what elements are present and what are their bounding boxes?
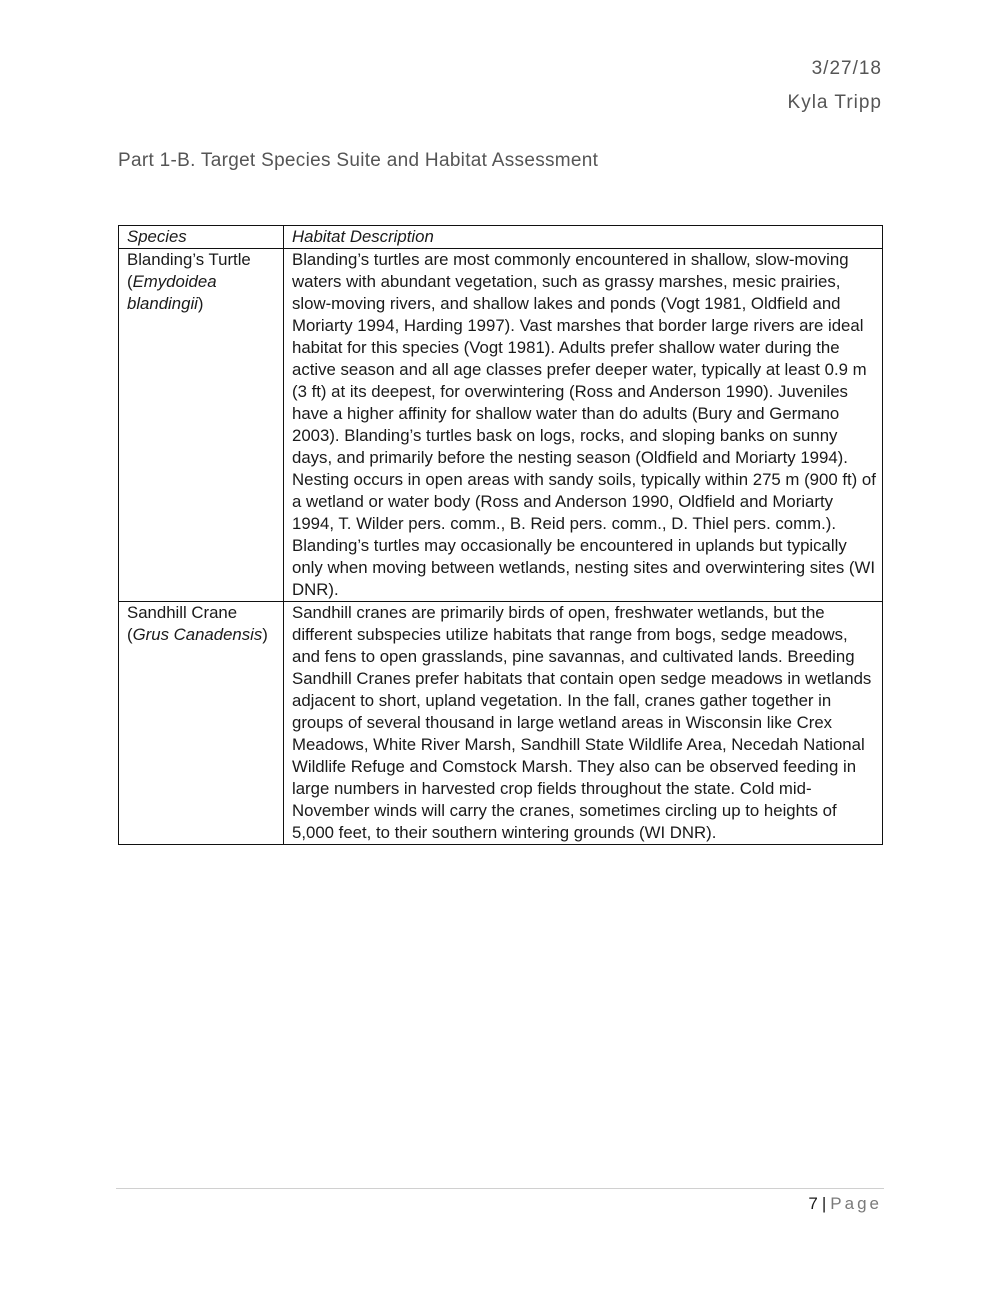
species-cell: Blanding’s Turtle (Emydoidea blandingii) [119, 249, 284, 602]
species-scientific-name: Emydoidea blandingii [127, 272, 217, 313]
species-common-name: Blanding’s Turtle [127, 250, 251, 269]
page-number: 7 [808, 1194, 818, 1213]
column-header-habitat: Habitat Description [284, 226, 883, 249]
section-title: Part 1-B. Target Species Suite and Habitat Assessment [118, 150, 599, 171]
species-scientific-name: Grus Canadensis [132, 625, 263, 644]
habitat-description: Sandhill cranes are primarily birds of open, freshwater wetlands, but the different subspecies utilize habitats that range from bogs, sedge meadows, and fens to open grasslands, pine savannas, and cultivated lands. Breeding Sandhill Cranes prefer habitats that contain open sedge meadows in wetlands adjacent to short, upland vegetation. In the fall, cranes gather together in groups of several thousand in large wetland areas in Wisconsin like Crex Meadows, White River Marsh, Sandhill State Wildlife Area, Necedah National Wildlife Refuge and Comstock Marsh. They also can be observed feeding in large numbers in harvested crop fields throughout the state. Cold mid-November winds will carry the cranes, sometimes circling up to heights of 5,000 feet, to their southern wintering grounds (WI DNR). [284, 602, 883, 845]
species-cell: Sandhill Crane (Grus Canadensis) [119, 602, 284, 845]
species-table [118, 225, 883, 845]
page-footer [808, 1194, 882, 1214]
page-separator: | [821, 1194, 827, 1213]
column-header-species: Species [119, 226, 284, 249]
table-header-row [119, 226, 883, 249]
table-row [119, 249, 883, 602]
header-author: Kyla Tripp [787, 92, 882, 113]
habitat-description: Blanding’s turtles are most commonly encountered in shallow, slow-moving waters with abundant vegetation, such as grassy marshes, mesic prairies, slow-moving rivers, and shallow lakes and ponds (Vogt 1981, Oldfield and Moriarty 1994, Harding 1997). Vast marshes that border large rivers are ideal habitat for this species (Vogt 1981). Adults prefer shallow water during the active season and all age classes prefer deeper water, typically at least 0.9 m (3 ft) at its deepest, for overwintering (Ross and Anderson 1990). Juveniles have a higher affinity for shallow water than do adults (Bury and Germano 2003). Blanding’s turtles bask on logs, rocks, and sloping banks on sunny days, and primarily before the nesting season (Oldfield and Moriarty 1994). Nesting occurs in open areas with sandy soils, typically within 275 m (900 ft) of a wetland or water body (Ross and Anderson 1990, Oldfield and Moriarty 1994, T. Wilder pers. comm., B. Reid pers. comm., D. Thiel pers. comm.). Blanding’s turtles may occasionally be encountered in uplands but typically only when moving between wetlands, nesting sites and overwintering sites (WI DNR). [284, 249, 883, 602]
page-label: Page [830, 1194, 882, 1213]
species-common-name: Sandhill Crane [127, 603, 238, 622]
table-row [119, 602, 883, 845]
footer-divider [116, 1188, 884, 1189]
header-date: 3/27/18 [811, 58, 882, 79]
